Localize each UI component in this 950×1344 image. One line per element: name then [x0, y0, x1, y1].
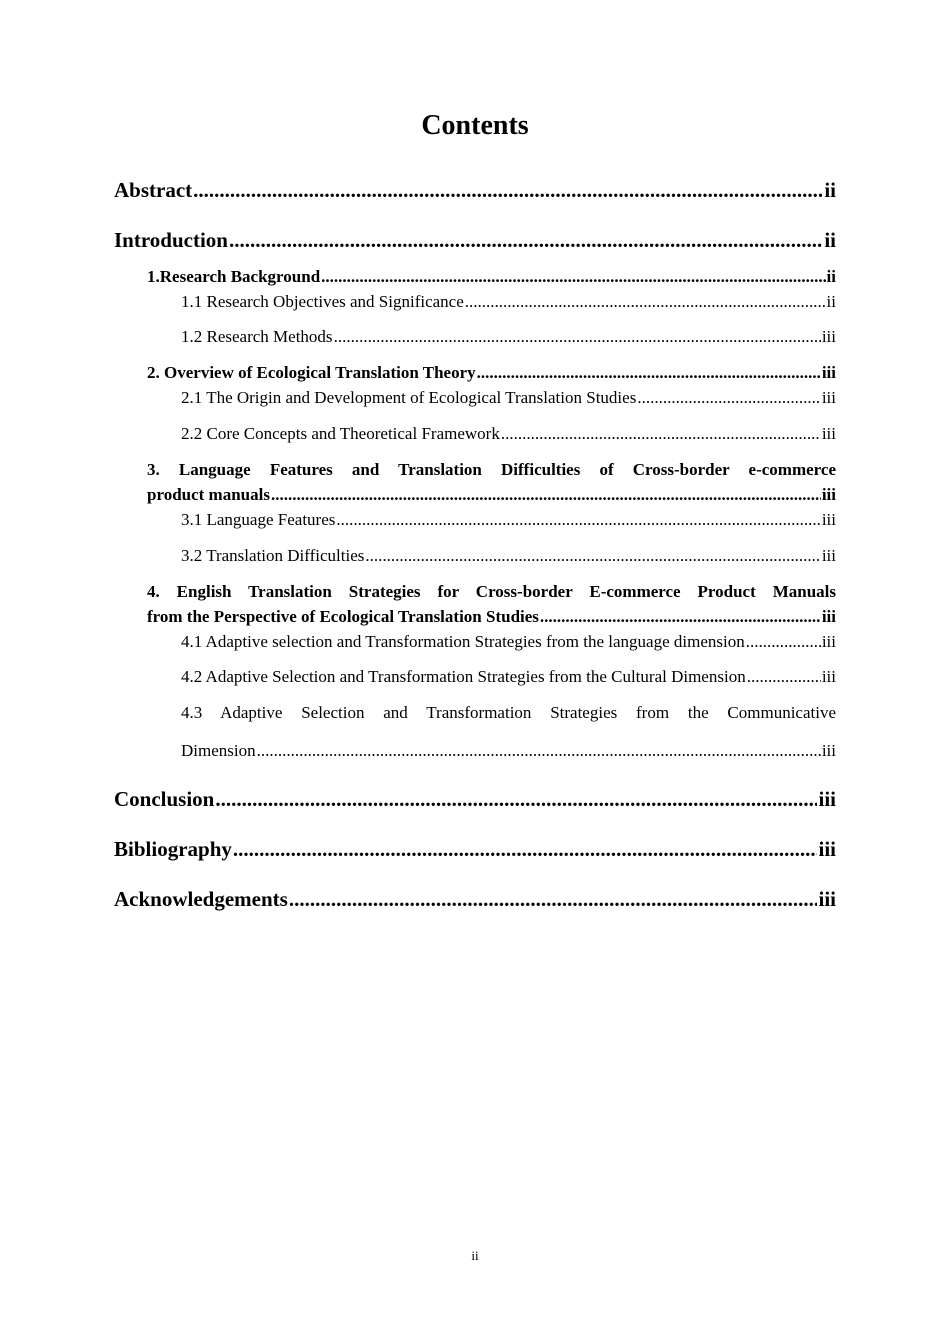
toc-leader-dots [193, 178, 823, 203]
toc-entry-abstract[interactable] [114, 178, 836, 203]
toc-page-number: iii [821, 546, 836, 565]
toc-leader-dots [477, 363, 821, 383]
toc-leader-dots [289, 887, 818, 912]
toc-leader-dots [465, 292, 826, 312]
toc-entry-label: 3.2 Translation Difficulties [181, 546, 365, 565]
toc-entry-label: 1.2 Research Methods [181, 327, 333, 346]
toc-page-number: iii [818, 887, 836, 911]
toc-entry-label: product manuals [147, 485, 270, 504]
toc-entry-label: 1.Research Background [147, 267, 321, 286]
toc-page-number: iii [818, 787, 836, 811]
toc-entry-section-3-line1[interactable]: 3. Language Features and Translation Difficulties of Cross-border e-commerce [147, 460, 836, 479]
toc-page-number: iii [821, 327, 836, 346]
toc-page-number: ii [824, 228, 836, 252]
toc-page-number: iii [821, 632, 836, 651]
toc-page-number: ii [826, 292, 836, 311]
toc-entry-label: 4.2 Adaptive Selection and Transformation Strategies from the Cultural Dimension [181, 667, 746, 686]
toc-entry-label: 4.1 Adaptive selection and Transformation Strategies from the language dimension [181, 632, 745, 651]
toc-leader-dots [257, 741, 821, 761]
toc-page-number: iii [821, 741, 836, 760]
toc-page-number: iii [821, 607, 836, 626]
toc-leader-dots [229, 228, 823, 253]
toc-entry-1-2[interactable] [181, 327, 836, 347]
toc-entry-4-2[interactable] [181, 667, 836, 687]
toc-leader-dots [746, 632, 821, 652]
toc-entry-label: from the Perspective of Ecological Translation Studies [147, 607, 539, 626]
toc-page-number: iii [821, 388, 836, 407]
toc-entry-4-3-line1[interactable]: 4.3 Adaptive Selection and Transformation Strategies from the Communicative [181, 703, 836, 722]
toc-entry-label: Abstract [114, 178, 193, 202]
toc-leader-dots [336, 510, 820, 530]
toc-entry-label: Bibliography [114, 837, 232, 861]
toc-page-number: iii [821, 485, 836, 504]
toc-entry-section-4-line1[interactable]: 4. English Translation Strategies for Cross-border E-commerce Product Manuals [147, 582, 836, 601]
toc-page-number: ii [824, 178, 836, 202]
toc-page-number: ii [826, 267, 836, 286]
toc-entry-label: 2. Overview of Ecological Translation Theory [147, 363, 476, 382]
toc-leader-dots [271, 485, 821, 505]
toc-entry-label: 1.1 Research Objectives and Significance [181, 292, 464, 311]
toc-leader-dots [233, 837, 818, 862]
toc-entry-4-3[interactable] [181, 741, 836, 761]
toc-page-number: iii [821, 424, 836, 443]
toc-leader-dots [334, 327, 821, 347]
toc-entry-label: 2.1 The Origin and Development of Ecological Translation Studies [181, 388, 637, 407]
toc-page-number: iii [818, 837, 836, 861]
toc-entry-bibliography[interactable] [114, 837, 836, 862]
toc-leader-dots [747, 667, 821, 687]
toc-leader-dots [501, 424, 821, 444]
toc-page-number: iii [821, 363, 836, 382]
toc-entry-section-2[interactable] [147, 363, 836, 383]
toc-entry-3-2[interactable] [181, 546, 836, 566]
toc-entry-label: Conclusion [114, 787, 215, 811]
toc-entry-label: Dimension [181, 741, 256, 760]
toc-entry-section-4[interactable] [147, 607, 836, 627]
page-title: Contents [421, 110, 529, 141]
footer-page-number: ii [471, 1248, 479, 1263]
toc-entry-label: 2.2 Core Concepts and Theoretical Framework [181, 424, 500, 443]
toc-entry-2-1[interactable] [181, 388, 836, 408]
toc-leader-dots [540, 607, 821, 627]
toc-page-number: iii [821, 510, 836, 529]
toc-entry-research-background[interactable] [147, 267, 836, 287]
toc-entry-label: 3.1 Language Features [181, 510, 336, 529]
toc-leader-dots [365, 546, 820, 566]
toc-entry-section-3[interactable] [147, 485, 836, 505]
toc-entry-acknowledgements[interactable] [114, 887, 836, 912]
toc-entry-1-1[interactable] [181, 292, 836, 312]
toc-leader-dots [637, 388, 821, 408]
toc-entry-introduction[interactable] [114, 228, 836, 253]
toc-leader-dots [215, 787, 817, 812]
toc-entry-label: Acknowledgements [114, 887, 288, 911]
toc-entry-conclusion[interactable] [114, 787, 836, 812]
toc-page-number: iii [821, 667, 836, 686]
toc-entry-label: Introduction [114, 228, 228, 252]
toc-entry-2-2[interactable] [181, 424, 836, 444]
toc-entry-4-1[interactable] [181, 632, 836, 652]
toc-leader-dots [321, 267, 825, 287]
toc-entry-3-1[interactable] [181, 510, 836, 530]
